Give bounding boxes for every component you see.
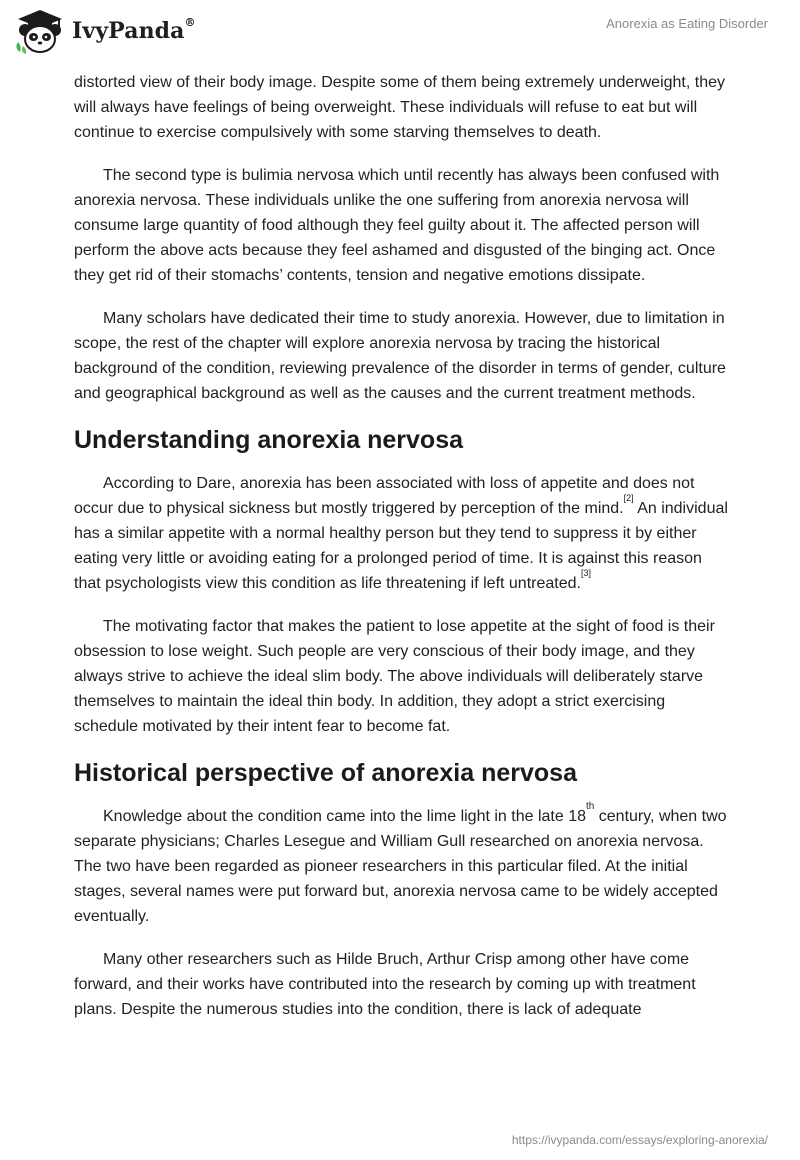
panda-graduate-icon — [14, 8, 66, 54]
paragraph: The second type is bulimia nervosa which until recently has always been confused with anorexia nervosa. These individuals unlike the one suffering from anorexia nervosa will consume large quantity of food although they feel guilty about it. The affected person will perform the above acts because they feel ashamed and disgusted of the binging act. Once they get rid of their stomachs’ contents, tension and negative emotions dissipate. — [74, 167, 720, 284]
paragraph: Many other researchers such as Hilde Bruch, Arthur Crisp among other have come forward, and their works have contributed into the research by coming up with treatment plans. Despite the numerous studies into the condition, there is lack of adequate — [74, 951, 696, 1018]
section-heading: Historical perspective of anorexia nervosa — [74, 759, 577, 787]
page-header — [0, 0, 800, 72]
paragraph: According to Dare, anorexia has been associated with loss of appetite and does not occur due to physical sickness but mostly triggered by perception of the mind.[2] An individual has a similar appetite with a normal healthy person but they tend to suppress it by either eating very little or avoiding eating for a prolonged period of time. It is against this reason that psychologists view this condition as life threatening if left untreated.[3] — [74, 475, 728, 592]
essay-body — [74, 70, 729, 1040]
brand-logo[interactable] — [14, 8, 196, 54]
paragraph: distorted view of their body image. Despite some of them being extremely underweight, they will always have feelings of being overweight. These individuals will refuse to eat but will continue to exercise compulsively with some starving themselves to death. — [74, 74, 725, 141]
citation-link[interactable]: [2] — [623, 493, 634, 503]
citation-link[interactable]: [3] — [580, 568, 591, 578]
document-title: Anorexia as Eating Disorder — [606, 16, 768, 31]
paragraph: Knowledge about the condition came into the lime light in the late 18th century, when two separate physicians; Charles Lesegue and William Gull researched on anorexia nervosa. The two have been regarded as pioneer researchers in this particular filed. At the initial stages, several names were put forward but, anorexia nervosa came to be widely accepted eventually. — [74, 801, 727, 925]
source-url[interactable]: https://ivypanda.com/essays/exploring-anorexia/ — [511, 1133, 768, 1147]
paragraph: Many scholars have dedicated their time to study anorexia. However, due to limitation in scope, the rest of the chapter will explore anorexia nervosa by tracing the historical background of the condition, reviewing prevalence of the disorder in terms of gender, culture and geographical background as well as the causes and the current treatment methods. — [74, 310, 726, 402]
brand-name: IvyPanda® — [72, 16, 196, 44]
section-heading: Understanding anorexia nervosa — [74, 426, 464, 454]
paragraph: The motivating factor that makes the patient to lose appetite at the sight of food is their obsession to lose weight. Such people are very conscious of their body image, and they always strive to achieve the ideal slim body. The above individuals will deliberately starve themselves to maintain the ideal thin body. In addition, they adopt a strict exercising schedule motivated by their intent fear to become fat. — [74, 618, 715, 735]
